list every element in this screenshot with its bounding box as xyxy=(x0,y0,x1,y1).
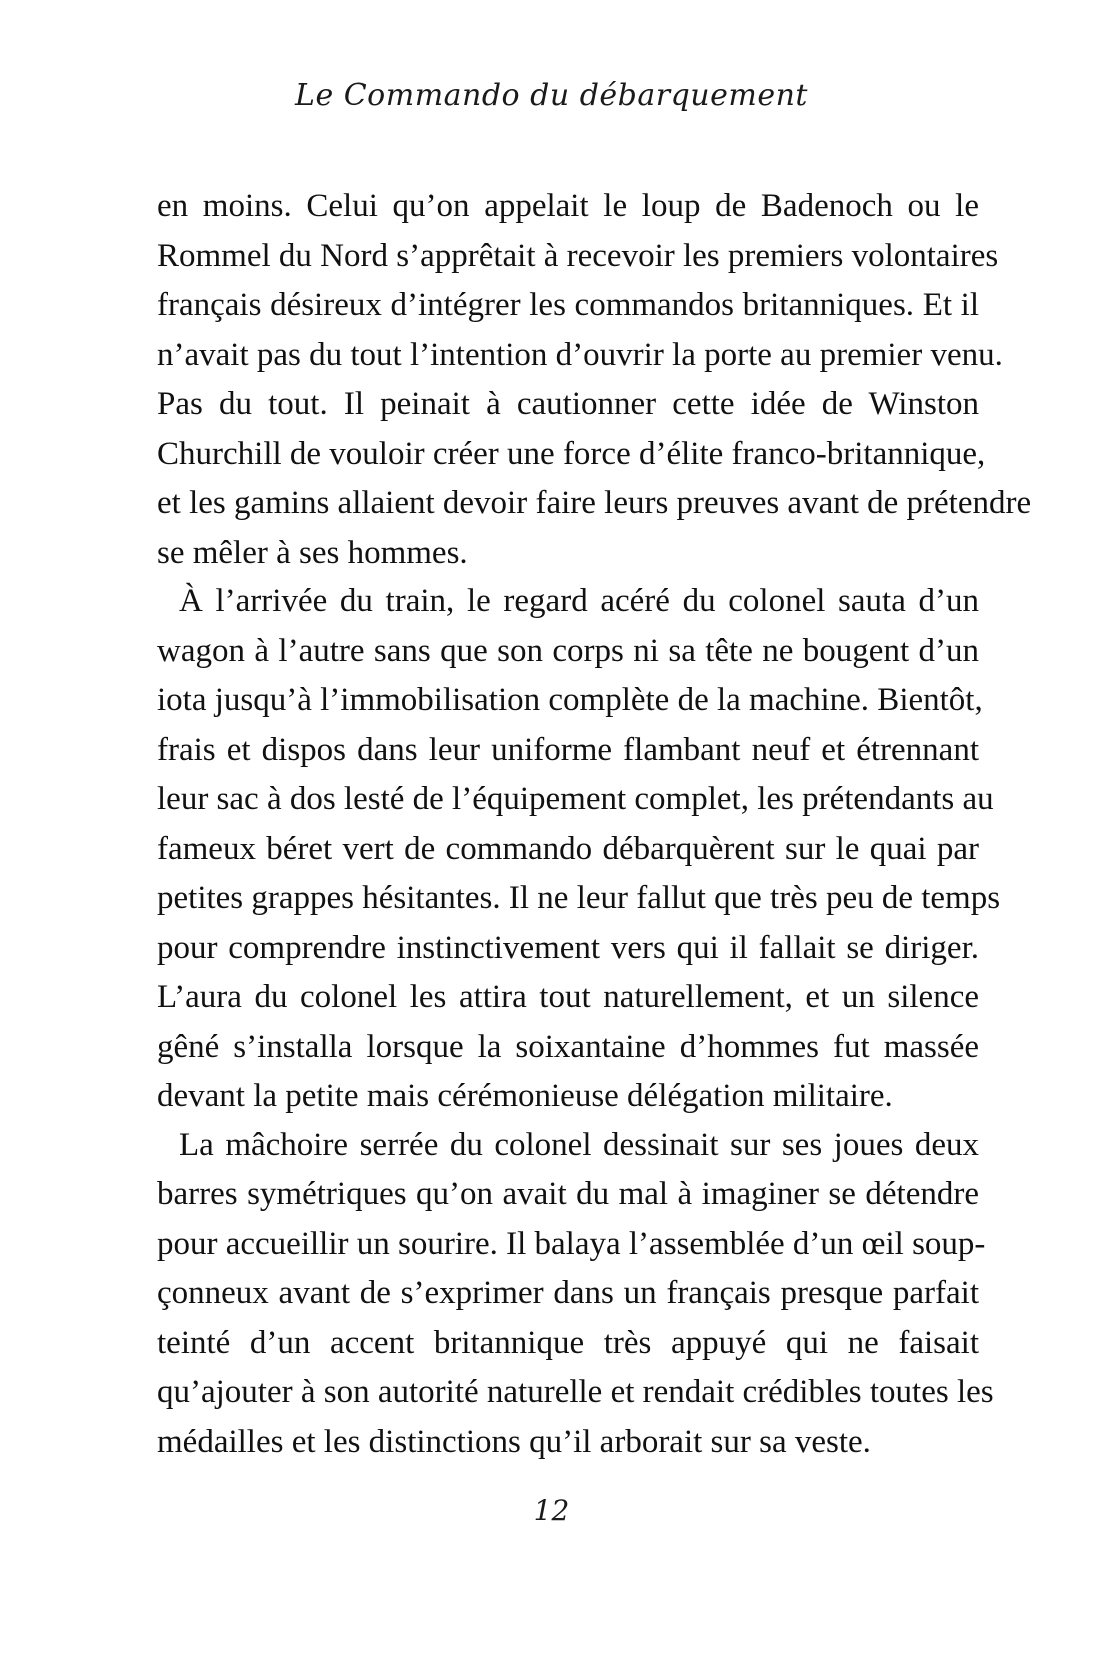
text-line: Pas du tout. Il peinait à cautionner cette idée de Winston xyxy=(157,386,979,422)
body-text xyxy=(157,182,1032,1467)
paragraph-2 xyxy=(157,577,1001,1122)
page-number: 12 xyxy=(533,1494,570,1527)
text-line: leur sac à dos lesté de l’équipement complet, les prétendants au xyxy=(157,781,994,817)
text-line: en moins. Celui qu’on appelait le loup de Badenoch ou le xyxy=(157,188,979,224)
text-line: fameux béret vert de commando débarquèrent sur le quai par xyxy=(157,830,979,867)
text-line: pour comprendre instinctivement vers qui il fallait se diriger. xyxy=(157,929,979,966)
text-line: Rommel du Nord s’apprêtait à recevoir les premiers volontaires xyxy=(157,237,999,274)
text-line: Churchill de vouloir créer une force d’élite franco-britannique, xyxy=(157,435,986,472)
running-header: Le Commando du débarquement xyxy=(295,78,808,113)
text-line: devant la petite mais cérémonieuse délégation militaire. xyxy=(157,1078,893,1114)
text-line: gêné s’installa lorsque la soixantaine d’hommes fut massée xyxy=(157,1028,979,1065)
text-line: çonneux avant de s’exprimer dans un français presque parfait xyxy=(157,1275,979,1311)
text-line: La mâchoire serrée du colonel dessinait sur ses joues deux xyxy=(179,1126,979,1163)
paragraph-1 xyxy=(157,182,1032,578)
text-line: français désireux d’intégrer les commandos britanniques. Et il xyxy=(157,287,979,323)
text-line: iota jusqu’à l’immobilisation complète de la machine. Bientôt, xyxy=(157,682,983,718)
text-line: teinté d’un accent britannique très appuyé qui ne faisait xyxy=(157,1324,979,1361)
text-line: et les gamins allaient devoir faire leurs preuves avant de prétendre xyxy=(157,485,1032,521)
text-line: n’avait pas du tout l’intention d’ouvrir la porte au premier venu. xyxy=(157,336,1003,373)
text-line: barres symétriques qu’on avait du mal à imaginer se détendre xyxy=(157,1176,979,1212)
text-line: À l’arrivée du train, le regard acéré du colonel sauta d’un xyxy=(179,583,979,619)
paragraph-3 xyxy=(157,1121,994,1468)
text-line: médailles et les distinctions qu’il arborait sur sa veste. xyxy=(157,1423,871,1460)
text-line: L’aura du colonel les attira tout naturellement, et un silence xyxy=(157,979,979,1015)
text-line: petites grappes hésitantes. Il ne leur fallut que très peu de temps xyxy=(157,880,1001,916)
text-line: pour accueillir un sourire. Il balaya l’assemblée d’un œil soup- xyxy=(157,1225,986,1262)
text-line: se mêler à ses hommes. xyxy=(157,534,468,571)
text-line: qu’ajouter à son autorité naturelle et rendait crédibles toutes les xyxy=(157,1374,994,1410)
text-line: wagon à l’autre sans que son corps ni sa tête ne bougent d’un xyxy=(157,632,979,669)
text-line: frais et dispos dans leur uniforme flambant neuf et étrennant xyxy=(157,731,979,768)
